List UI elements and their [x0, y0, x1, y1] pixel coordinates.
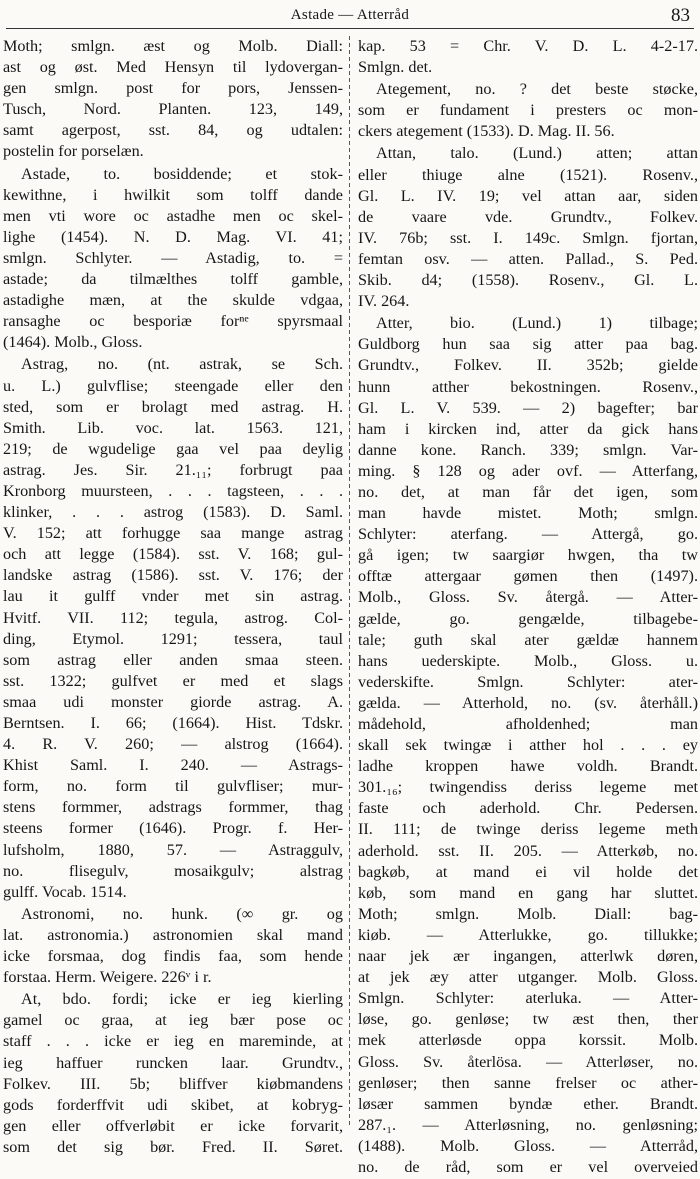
text-line: naar jek ær ingangen, atterlwk døren,: [358, 947, 698, 966]
text-line: V. 152; att forhugge saa mange astrag: [3, 524, 343, 543]
text-line: Folkev. III. 5b; bliffver kiøbmandens: [3, 1074, 343, 1093]
text-line: ransaghe oc besporiæ forⁿᵉ spyrsmaal: [3, 312, 343, 331]
text-line: gen smlgn. post for pors, Jenssen-: [3, 79, 343, 98]
text-line: lat. astronomia.) astronomien skal mand: [3, 925, 343, 944]
text-line: ieg haffuer runcken laar. Grundtv.,: [3, 1053, 343, 1072]
text-line: no. flisegulv, mosaikgulv; alstrag: [3, 861, 343, 880]
text-line: Skib. d4; (1558). Rosenv., Gl. L.: [358, 271, 698, 290]
text-line: Ategement, no. ? det beste støcke,: [376, 80, 698, 99]
text-line: ding, Etymol. 1291; tessera, taul: [3, 629, 343, 648]
text-line: gamel oc graa, at ieg bær pose oc: [3, 1011, 343, 1030]
text-line: aderhold. sst. II. 205. — Atterkøb, no.: [358, 841, 698, 860]
page-number: 83: [671, 5, 690, 26]
text-line: ast og øst. Med Hensyn til lydovergan-: [3, 58, 343, 77]
text-line: Moth; smlgn. Molb. Diall: bag-: [358, 904, 698, 923]
text-line: 287.₁. — Atterløsning, no. genløsning;: [358, 1115, 698, 1134]
text-line: men vti wore oc astadhe men oc skel-: [3, 206, 343, 225]
text-line: de vaare vde. Grundtv., Folkev.: [358, 207, 698, 226]
text-line: offtæ attergaar gømen then (1497).: [358, 567, 698, 586]
text-line: gælda. — Atterhold, no. (sv. återhåll.): [358, 693, 698, 712]
text-line: at jek æy atter utganger. Molb. Gloss.: [358, 968, 698, 987]
header-rule: [6, 28, 694, 29]
dictionary-entry: [3, 904, 343, 988]
dictionary-entry: [358, 143, 698, 312]
text-line: gælde, go. gengælde, tilbagebe-: [358, 609, 698, 628]
text-line: forstaa. Herm. Weigere. 226ᵛ i r.: [3, 968, 212, 987]
text-line: 219; de wgudelige gaa vel paa deylig: [3, 439, 343, 458]
text-line: Guldborg hun saa sig atter paa bag.: [358, 335, 698, 354]
text-line: danne kone. Ranch. 339; smlgn. Var-: [358, 440, 698, 459]
text-line: gods forderffvit udi skibet, at kobryg-: [3, 1095, 343, 1114]
text-line: Gl. L. V. 539. — 2) bagefter; bar: [358, 398, 698, 417]
dictionary-entry: [358, 36, 698, 78]
text-line: staff . . . icke er ieg en mareminde, at: [3, 1032, 343, 1051]
text-line: astadighe mæn, at the skulde vdgaa,: [3, 291, 343, 310]
text-line: Moth; smlgn. æst og Molb. Diall:: [3, 37, 343, 55]
text-line: Tusch, Nord. Planten. 123, 149,: [3, 100, 343, 119]
text-line: icke forsmaa, dog findis faa, som hende: [3, 947, 343, 966]
text-line: ckers ategement (1533). D. Mag. II. 56.: [358, 122, 615, 141]
column-divider: [349, 36, 350, 1126]
text-line: kap. 53 = Chr. V. D. L. 4-2-17.: [358, 37, 698, 55]
page-header: [0, 4, 700, 30]
text-line: Smith. Lib. voc. lat. 1563. 121,: [3, 418, 343, 437]
text-line: løse, go. genløse; tw æst then, ther: [358, 1010, 698, 1029]
text-line: Khist Saml. I. 240. — Astrags-: [3, 756, 343, 775]
text-line: sst. 1322; gulfvet er med et slags: [3, 671, 343, 690]
text-line: faste och aderhold. Chr. Pedersen.: [358, 799, 698, 818]
text-line: Schlyter: aterfang. — Attergå, go.: [358, 525, 698, 544]
text-line: ham i kircken ind, atter da gick hans: [358, 419, 698, 438]
text-line: som er fundament i presters oc mon-: [358, 101, 698, 120]
text-line: (1488). Molb. Gloss. — Atterråd,: [358, 1136, 698, 1155]
text-line: 4. R. V. 260; — alstrog (1664).: [3, 735, 343, 754]
text-line: Astade, to. bosiddende; et stok-: [21, 164, 343, 183]
dictionary-entry: [358, 313, 698, 1178]
text-line: ming. § 128 og ader ovf. — Atterfang,: [358, 461, 698, 480]
text-line: hans uederskipte. Molb., Gloss. u.: [358, 651, 698, 670]
right-column: [358, 36, 698, 1179]
text-line: gulff. Vocab. 1514.: [3, 882, 127, 901]
text-line: Gloss. Sv. återlösa. — Atterløser, no.: [358, 1052, 698, 1071]
text-line: køb, som mand en gang har sluttet.: [358, 883, 698, 902]
text-line: Astronomi, no. hunk. (∞ gr. og: [21, 904, 343, 923]
text-line: Smlgn. Schlyter: aterluka. — Atter-: [358, 989, 698, 1008]
text-line: u. L.) gulvflise; steengade eller den: [3, 376, 343, 395]
text-line: Astrag, no. (nt. astrak, se Sch.: [21, 355, 343, 374]
text-line: steens former (1646). Progr. f. Her-: [3, 819, 343, 838]
text-line: Attan, talo. (Lund.) atten; attan: [376, 144, 698, 163]
text-line: sted, som er brolagt med astrag. H.: [3, 397, 343, 416]
text-line: och att legge (1584). sst. V. 168; gul-: [3, 545, 343, 564]
left-column: [3, 36, 343, 1159]
text-line: som det sig bør. Fred. II. Søret.: [3, 1137, 343, 1156]
text-line: femtan osv. — atten. Pallad., S. Ped.: [358, 249, 698, 268]
text-line: stens formmer, adstrags formmer, thag: [3, 798, 343, 817]
text-line: bagkøb, at mand ei vil holde det: [358, 862, 698, 881]
text-line: Grundtv., Folkev. II. 352b; gielde: [358, 356, 698, 375]
text-line: man havde mistet. Moth; smlgn.: [358, 504, 698, 523]
text-line: At, bdo. fordi; icke er ieg kierling: [21, 990, 343, 1009]
text-line: løsær sammen byndæ ether. Brandt.: [358, 1094, 698, 1113]
dictionary-entry: [3, 354, 343, 902]
text-line: IV. 264.: [358, 292, 410, 311]
text-line: Hvitf. VII. 112; tegula, astrog. Col-: [3, 608, 343, 627]
dictionary-entry: [3, 164, 343, 354]
text-line: smaa udi monster giorde astrag. A.: [3, 692, 343, 711]
text-line: IV. 76b; sst. I. 149c. Smlgn. fjortan,: [358, 228, 698, 247]
dictionary-entry: [358, 79, 698, 142]
text-line: astade; da tilmælthes tolff gamble,: [3, 270, 343, 289]
text-line: hunn atther bekostningen. Rosenv.,: [358, 377, 698, 396]
text-line: mek atterløsde oppa korssit. Molb.: [358, 1031, 698, 1050]
text-line: landske astrag (1586). sst. V. 176; der: [3, 566, 343, 585]
text-line: genløser; then sanne frelser oc ather-: [358, 1073, 698, 1092]
text-line: ladhe kroppen hawe voldh. Brandt.: [358, 757, 698, 776]
text-line: Smlgn. det.: [358, 58, 433, 77]
text-line: smlgn. Schlyter. — Astadig, to. =: [3, 248, 343, 267]
text-line: postelin for porselæn.: [3, 142, 144, 161]
text-line: klinker, . . . astrog (1583). D. Saml.: [3, 503, 343, 522]
text-line: no. det, at man får det igen, som: [358, 482, 698, 501]
text-line: vederskifte. Smlgn. Schlyter: ater-: [358, 672, 698, 691]
text-line: Gl. L. IV. 19; vel attan aar, siden: [358, 186, 698, 205]
text-line: gå igen; tw saargiør hwgen, tha tw: [358, 546, 698, 565]
text-line: form, no. form til gulvfliser; mur-: [3, 777, 343, 796]
text-line: mådehold, afholdenhed; man: [358, 715, 698, 733]
running-head: Astade — Atterråd: [290, 7, 410, 23]
text-line: gen eller offverløbit er icke forvarit,: [3, 1116, 343, 1135]
text-line: eller thiuge alne (1521). Rosenv.,: [358, 165, 698, 184]
text-line: Molb., Gloss. Sv. återgå. — Atter-: [358, 588, 698, 607]
text-line: som astrag eller anden smaa steen.: [3, 650, 343, 669]
text-line: Berntsen. I. 66; (1664). Hist. Tdskr.: [3, 714, 343, 732]
text-line: kiøb. — Atterlukke, go. tillukke;: [358, 925, 698, 944]
text-line: astrag. Jes. Sir. 21.₁₁; forbrugt paa: [3, 460, 343, 479]
text-line: kewithne, i hwilkit som tolff dande: [3, 185, 343, 204]
text-line: Atter, bio. (Lund.) 1) tilbage;: [376, 314, 698, 333]
text-line: samt agerpost, sst. 84, og udtalen:: [3, 121, 343, 140]
text-line: (1464). Molb., Gloss.: [3, 333, 143, 352]
text-line: lighe (1454). N. D. Mag. VI. 41;: [3, 227, 343, 246]
dictionary-entry: [3, 36, 343, 163]
dictionary-entry: [3, 989, 343, 1158]
text-line: no. de råd, som er vel overveied: [358, 1157, 698, 1176]
text-line: lau it gulff vnder met sin astrag.: [3, 587, 343, 606]
text-line: tale; guth skal ater gældæ hannem: [358, 630, 698, 649]
text-line: lufsholm, 1880, 57. — Astraggulv,: [3, 840, 343, 859]
text-line: Kronborg muursteen, . . . tagsteen, . . .: [3, 481, 343, 500]
text-line: skall sek twingæ i atther hol . . . ey: [358, 736, 698, 755]
text-line: II. 111; de twinge deriss legeme meth: [358, 820, 698, 839]
text-line: 301.₁₆; twingendiss deriss legeme met: [358, 778, 698, 797]
